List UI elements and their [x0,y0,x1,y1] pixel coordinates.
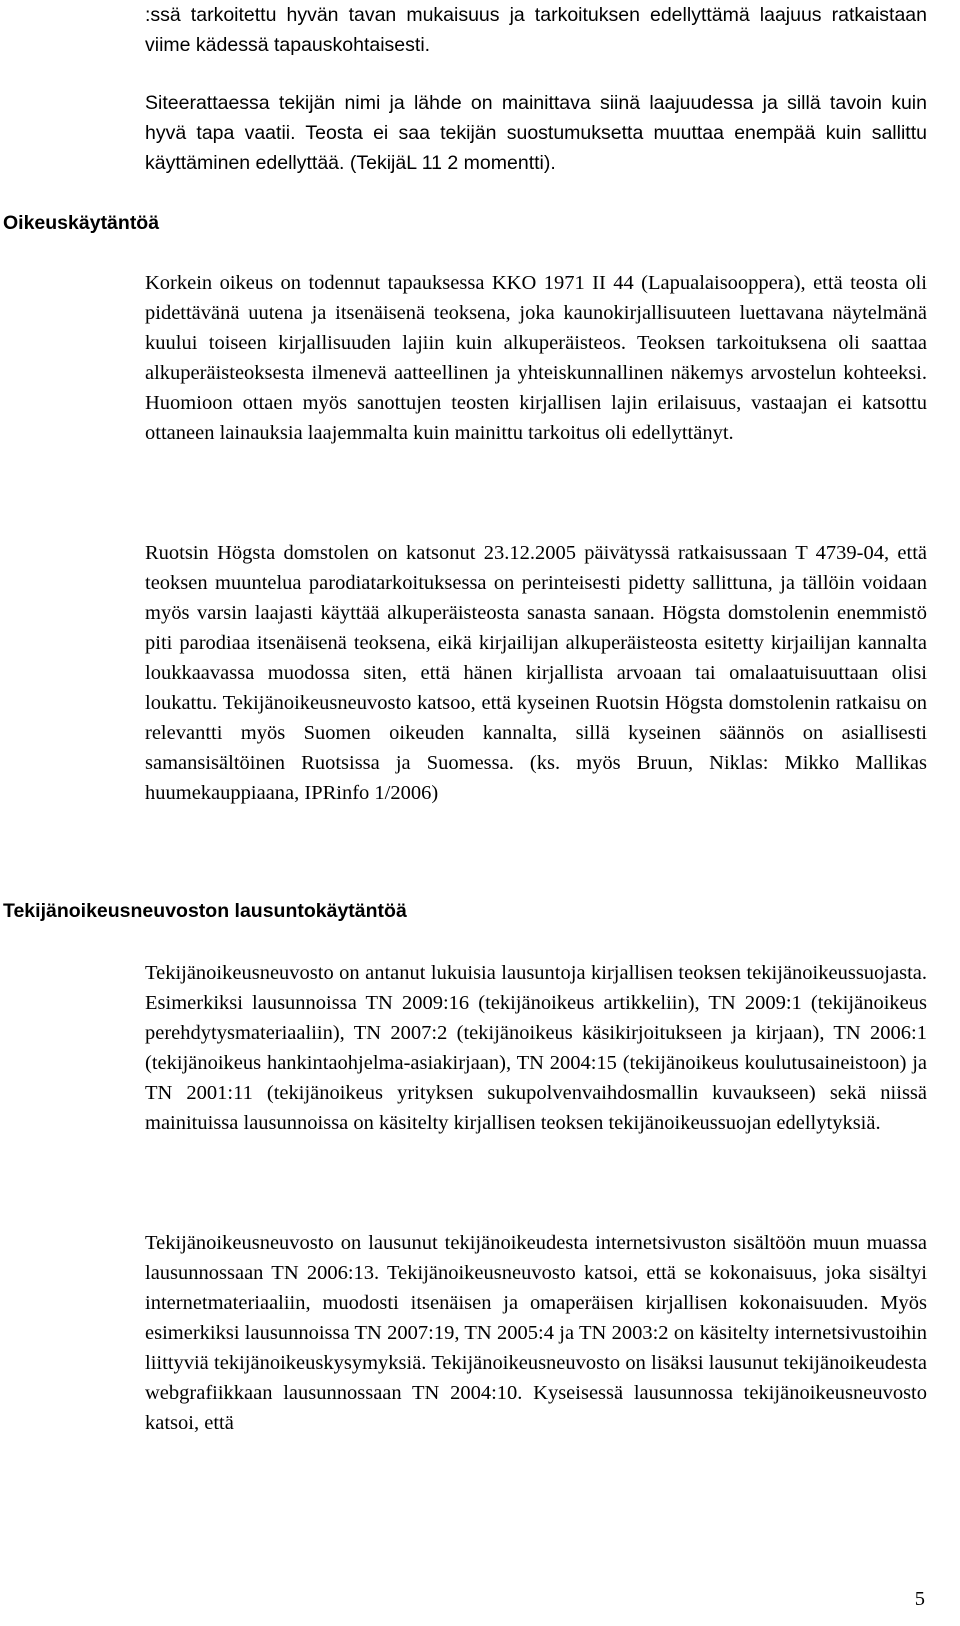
paragraph-lausunnot-internet: Tekijänoikeusneuvosto on lausunut tekijänoikeudesta internetsivuston sisältöön muun muassa lausunnossaan TN 2006:13. Tekijänoikeusneuvosto katsoi, että se kokonaisuus, joka sisältyi internetmateriaaliin, muodosti itsenäisen ja omaperäisen kirjallisen kokonaisuuden. Myös esimerkiksi lausunnoissa TN 2007:19, TN 2005:4 ja TN 2003:2 on käsitelty internetsivustoihin liittyviä tekijänoikeuskysymyksiä. Tekijänoikeusneuvosto on lisäksi lausunut tekijänoikeudesta webgrafiikkaan lausunnossaan TN 2004:10. Kyseisessä lausunnossa tekijänoikeusneuvosto katsoi, että [145,1232,927,1434]
paragraph-siteeraus: Siteerattaessa tekijän nimi ja lähde on mainittava siinä laajuudessa ja sillä tavoin kuin hyvä tapa vaatii. Teosta ei saa tekijän suostumuksetta muuttaa enempää kuin sallittu käyttäminen edellyttää. (TekijäL 11 2 momentti). [145,92,927,174]
paragraph-kko-1971: Korkein oikeus on todennut tapauksessa KKO 1971 II 44 (Lapualaisooppera), että teosta oli pidettävänä uutena ja itsenäisenä teoksena, joka kaunokirjallisuuteen luettavana näytelmänä kuului toiseen kirjallisuuden lajiin kuin alkuperäisteos. Teoksen tarkoituksena oli saattaa alkuperäisteoksesta ilmenevä aatteellinen ja yhteiskunnallinen näkemys arvostelun kohteeksi. Huomioon ottaen myös sanottujen teosten kirjallisen lajin erilaisuus, vastaajan ei katsottu ottaneen lainauksia laajemmalta kuin mainittu tarkoitus oli edellyttänyt. [145,272,927,444]
heading-lausuntokaytanto: Tekijänoikeusneuvoston lausuntokäytäntöä [3,900,407,922]
heading-oikeuskaytanto: Oikeuskäytäntöä [3,212,160,234]
paragraph-hogsta-domstolen: Ruotsin Högsta domstolen on katsonut 23.12.2005 päivätyssä ratkaisussaan T 4739-04, että teoksen muuntelua parodiatarkoituksessa on perinteisesti pidetty sallittuna, ja tällöin voidaan myös varsin laajasti käyttää alkuperäisteosta sanasta sanaan. Högsta domstolenin enemmistö piti parodiaa itsenäisenä teoksena, eikä kirjailijan alkuperäisteosta esitetty kirjailijan kannalta loukkaavassa muodossa siten, että hänen kirjallista arvoaan tai omalaatuisuuttaan olisi loukattu. Tekijänoikeusneuvosto katsoo, että kyseinen Ruotsin Högsta domstolenin ratkaisu on relevantti myös Suomen oikeuden kannalta, sillä kyseinen säännös on asiallisesti samansisältöinen Ruotsissa ja Suomessa. (ks. myös Bruun, Niklas: Mikko Mallikas huumekauppiaana, IPRinfo 1/2006) [145,542,927,804]
paragraph-lausunnot-kirjallinen: Tekijänoikeusneuvosto on antanut lukuisia lausuntoja kirjallisen teoksen tekijänoikeussuojasta. Esimerkiksi lausunnoissa TN 2009:16 (tekijänoikeus artikkeliin), TN 2009:1 (tekijänoikeus perehdytysmateriaaliin), TN 2007:2 (tekijänoikeus käsikirjoitukseen ja kirjaan), TN 2006:1 (tekijänoikeus hankintaohjelma-asiakirjaan), TN 2004:15 (tekijänoikeus koulutusaineistoon) ja TN 2001:11 (tekijänoikeus yrityksen sukupolvenvaihdosmallin kuvaukseen) sekä niissä mainituissa lausunnoissa on käsitelty kirjallisen teoksen tekijänoikeussuojan edellytyksiä. [145,962,927,1134]
page-number: 5 [914,1588,925,1610]
paragraph-laajuus: :ssä tarkoitettu hyvän tavan mukaisuus ja tarkoituksen edellyttämä laajuus ratkaistaan viime kädessä tapauskohtaisesti. [145,4,927,56]
